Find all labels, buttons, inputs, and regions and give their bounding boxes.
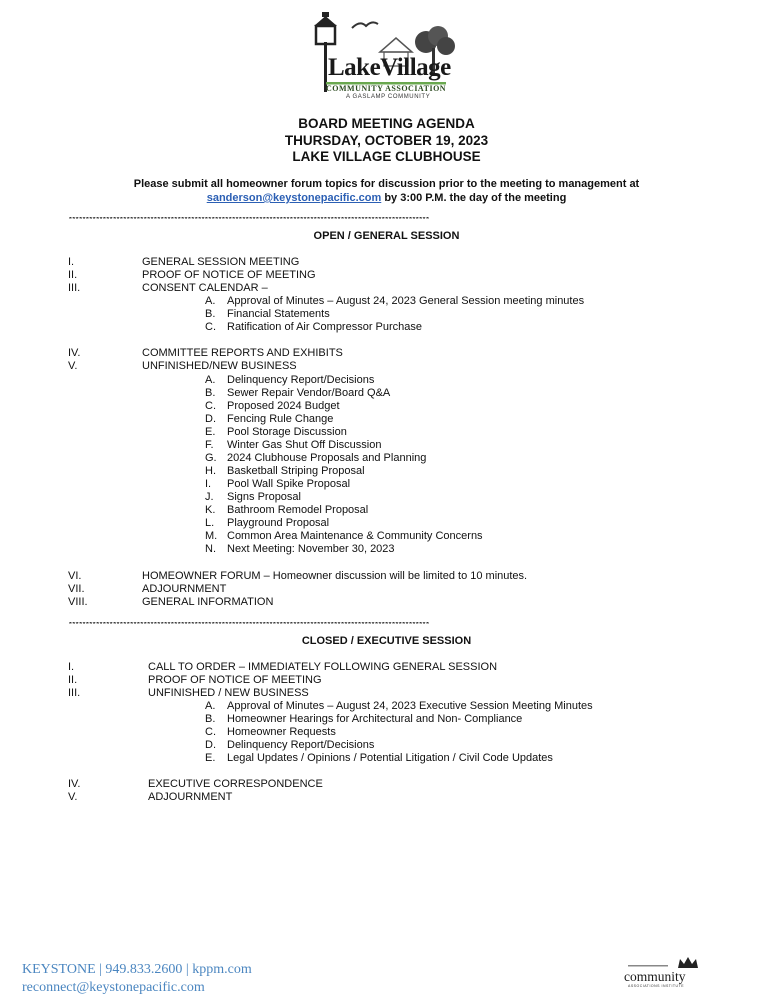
meeting-location: LAKE VILLAGE CLUBHOUSE: [292, 149, 481, 164]
item-number: III.: [68, 282, 81, 294]
sub-text: Winter Gas Shut Off Discussion: [227, 439, 382, 451]
sub-letter: K.: [205, 504, 216, 516]
item-number: V.: [68, 791, 78, 803]
item-text: COMMITTEE REPORTS AND EXHIBITS: [142, 347, 343, 359]
item-text: CALL TO ORDER – IMMEDIATELY FOLLOWING GENERAL SESSION: [148, 661, 498, 673]
sub-letter: D.: [205, 739, 216, 751]
sub-text: Ratification of Air Compressor Purchase: [227, 321, 423, 333]
item-number: I.: [68, 256, 75, 268]
notice-deadline: by 3:00 P.M. the day of the meeting: [381, 192, 567, 204]
sub-text: Homeowner Hearings for Architectural and Non- Compliance: [227, 713, 523, 725]
sub-text: Delinquency Report/Decisions: [227, 739, 375, 751]
keystone-footer: [22, 961, 252, 997]
cai-logo-word: community: [624, 969, 686, 984]
separator-stars: **********************************************************************************************************: [68, 217, 429, 225]
sub-text: Proposed 2024 Budget: [227, 400, 340, 412]
lake-village-logo: [308, 12, 458, 100]
notice-line-1: Please submit all homeowner forum topics for discussion prior to the meeting to management at: [133, 178, 640, 190]
separator-stars: **********************************************************************************************************: [68, 622, 429, 630]
footer-email[interactable]: reconnect@keystonepacific.com: [22, 980, 205, 995]
item-number: V.: [68, 360, 78, 372]
management-email-link[interactable]: sanderson@keystonepacific.com: [206, 192, 382, 204]
sub-text: Basketball Striping Proposal: [227, 465, 365, 477]
sub-text: Next Meeting: November 30, 2023: [227, 543, 395, 555]
logo-tagline: A GASLAMP COMMUNITY: [346, 94, 431, 100]
open-session-heading: OPEN / GENERAL SESSION: [313, 230, 460, 242]
sub-text: Pool Wall Spike Proposal: [227, 478, 351, 490]
sub-letter: H.: [205, 465, 216, 477]
sub-text: Legal Updates / Opinions / Potential Litigation / Civil Code Updates: [227, 752, 553, 764]
sub-letter: I.: [205, 478, 212, 490]
item-text: PROOF OF NOTICE OF MEETING: [142, 269, 316, 281]
sub-letter: N.: [205, 543, 216, 555]
sub-letter: J.: [205, 491, 214, 503]
sub-text: Fencing Rule Change: [227, 413, 334, 425]
sub-text: Approval of Minutes – August 24, 2023 Executive Session Meeting Minutes: [227, 700, 593, 712]
sub-letter: M.: [205, 530, 218, 542]
sub-text: Financial Statements: [227, 308, 330, 320]
sub-text: Bathroom Remodel Proposal: [227, 504, 369, 516]
sub-text: Delinquency Report/Decisions: [227, 374, 375, 386]
footer-contact-line: KEYSTONE | 949.833.2600 | kppm.com: [22, 962, 252, 977]
sub-text: Pool Storage Discussion: [227, 426, 347, 438]
sub-text: Approval of Minutes – August 24, 2023 General Session meeting minutes: [227, 295, 585, 307]
item-text: EXECUTIVE CORRESPONDENCE: [148, 778, 323, 790]
sub-letter: E.: [205, 426, 216, 438]
logo-subtitle: COMMUNITY ASSOCIATION: [326, 84, 447, 93]
item-number: IV.: [68, 778, 81, 790]
sub-text: Playground Proposal: [227, 517, 330, 529]
sub-letter: L.: [205, 517, 215, 529]
item-text: GENERAL INFORMATION: [142, 596, 274, 608]
sub-text: 2024 Clubhouse Proposals and Planning: [227, 452, 427, 464]
sub-letter: C.: [205, 400, 216, 412]
sub-text: Sewer Repair Vendor/Board Q&A: [227, 387, 391, 399]
notice-line-2: [0, 191, 773, 205]
sub-letter: E.: [205, 752, 216, 764]
agenda-title-block: [0, 116, 773, 166]
item-number: II.: [68, 269, 78, 281]
sub-letter: A.: [205, 700, 216, 712]
agenda-title: BOARD MEETING AGENDA: [298, 116, 475, 131]
item-number: III.: [68, 687, 81, 699]
sub-letter: A.: [205, 374, 216, 386]
item-number: I.: [68, 661, 75, 673]
item-text: UNFINISHED/NEW BUSINESS: [142, 360, 297, 372]
item-number: VIII.: [68, 596, 88, 608]
cai-logo-subtitle: ASSOCIATIONS INSTITUTE: [628, 984, 685, 988]
item-number: II.: [68, 674, 78, 686]
sub-letter: C.: [205, 726, 216, 738]
item-number: IV.: [68, 347, 81, 359]
item-number: VII.: [68, 583, 85, 595]
sub-letter: B.: [205, 387, 216, 399]
sub-letter: B.: [205, 713, 216, 725]
sub-letter: F.: [205, 439, 214, 451]
forum-notice: [0, 177, 773, 205]
item-text: UNFINISHED / NEW BUSINESS: [148, 687, 309, 699]
item-text: ADJOURNMENT: [148, 791, 233, 803]
sub-text: Common Area Maintenance & Community Concerns: [227, 530, 483, 542]
sub-letter: A.: [205, 295, 216, 307]
item-text: CONSENT CALENDAR –: [142, 282, 268, 294]
item-number: VI.: [68, 570, 82, 582]
item-text: PROOF OF NOTICE OF MEETING: [148, 674, 322, 686]
sub-text: Homeowner Requests: [227, 726, 336, 738]
item-text: ADJOURNMENT: [142, 583, 227, 595]
sub-letter: C.: [205, 321, 216, 333]
item-text: GENERAL SESSION MEETING: [142, 256, 300, 268]
closed-session-heading: CLOSED / EXECUTIVE SESSION: [301, 635, 472, 647]
sub-letter: G.: [205, 452, 217, 464]
meeting-date: THURSDAY, OCTOBER 19, 2023: [284, 132, 489, 148]
sub-letter: D.: [205, 413, 216, 425]
logo-name: LakeVillage: [328, 54, 451, 81]
sub-letter: B.: [205, 308, 216, 320]
cai-logo: [624, 955, 706, 991]
item-text: HOMEOWNER FORUM – Homeowner discussion will be limited to 10 minutes.: [142, 570, 528, 582]
sub-text: Signs Proposal: [227, 491, 301, 503]
